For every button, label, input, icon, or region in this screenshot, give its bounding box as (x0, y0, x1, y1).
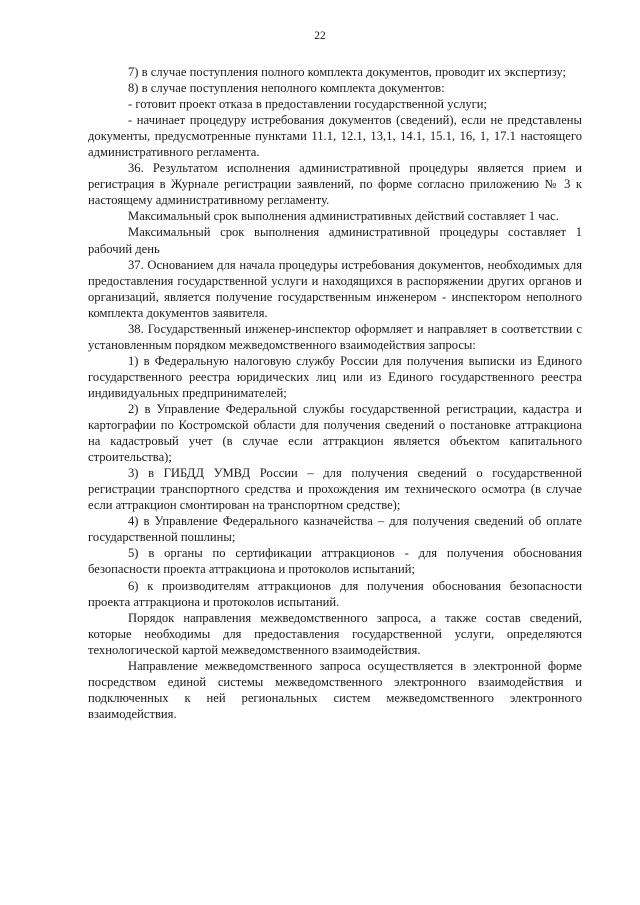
paragraph-request-5: 5) в органы по сертификации аттракционов - для получения обоснования безопасности проекта аттракциона и протоколов испытаний; (88, 546, 582, 577)
paragraph-max-time-actions: Максимальный срок выполнения административных действий составляет 1 час. (128, 209, 559, 224)
paragraph-38: 38. Государственный инженер-инспектор оформляет и направляет в соответствии с установленным порядком межведомственного взаимодействия запросы: (88, 321, 582, 352)
paragraph-36: 36. Результатом исполнения административной процедуры является прием и регистрация в Журнале регистрации заявлений, по форме согласно приложению № 3 к настоящему административному регламенту. (88, 161, 582, 208)
paragraph-request-order: Порядок направления межведомственного запроса, а также состав сведений, которые необходимы для предоставления государственной услуги, определяются технологической картой межведомственного взаимодействия. (88, 610, 582, 657)
paragraph-electronic-form: Направление межведомственного запроса осуществляется в электронной форме посредством единой системы межведомственного электронного взаимодействия и подключенных к ней региональных систем межведомственного электронного взаимодействия. (88, 658, 582, 721)
paragraph-item-8: 8) в случае поступления неполного комплекта документов: (128, 81, 445, 96)
paragraph-item-7: 7) в случае поступления полного комплекта документов, проводит их экспертизу; (128, 65, 567, 79)
paragraph-request-2: 2) в Управление Федеральной службы государственной регистрации, кадастра и картографии по Костромской области для получения сведений о постановке аттракциона на кадастровый учет (в случае если аттракцион является объектом капитального строительства); (88, 401, 582, 465)
paragraph-request-4: 4) в Управление Федерального казначейства – для получения сведений об оплате государственной пошлины; (88, 514, 582, 545)
paragraph-request-1: 1) в Федеральную налоговую службу России для получения выписки из Единого государственного реестра юридических лиц или из Единого государственного реестра индивидуальных предпринимателей; (88, 353, 582, 400)
paragraph-max-time-procedure: Максимальный срок выполнения административной процедуры составляет 1 рабочий день (88, 225, 582, 256)
paragraph-37: 37. Основанием для начала процедуры истребования документов, необходимых для предоставления государственной услуги и находящихся в распоряжении других органов и организаций, является получение государственным инженером - инспектором неполного комплекта документов заявителя. (88, 257, 582, 320)
paragraph-request-6: 6) к производителям аттракционов для получения обоснования безопасности проекта аттракциона и протоколов испытаний. (88, 578, 582, 609)
paragraph-prepare-refusal: - готовит проект отказа в предоставлении государственной услуги; (128, 97, 488, 112)
page-number: 22 (314, 30, 326, 42)
document-body (88, 64, 582, 722)
paragraph-request-3: 3) в ГИБДД УМВД России – для получения сведений о государственной регистрации транспортного средства и прохождения им технического осмотра (в случае если аттракцион смонтирован на транспортном средстве); (88, 466, 582, 513)
paragraph-start-request: - начинает процедуру истребования документов (сведений), если не представлены документы, предусмотренные пунктами 11.1, 12.1, 13,1, 14.1, 15.1, 16, 1, 17.1 настоящего административного регламента. (88, 113, 582, 160)
